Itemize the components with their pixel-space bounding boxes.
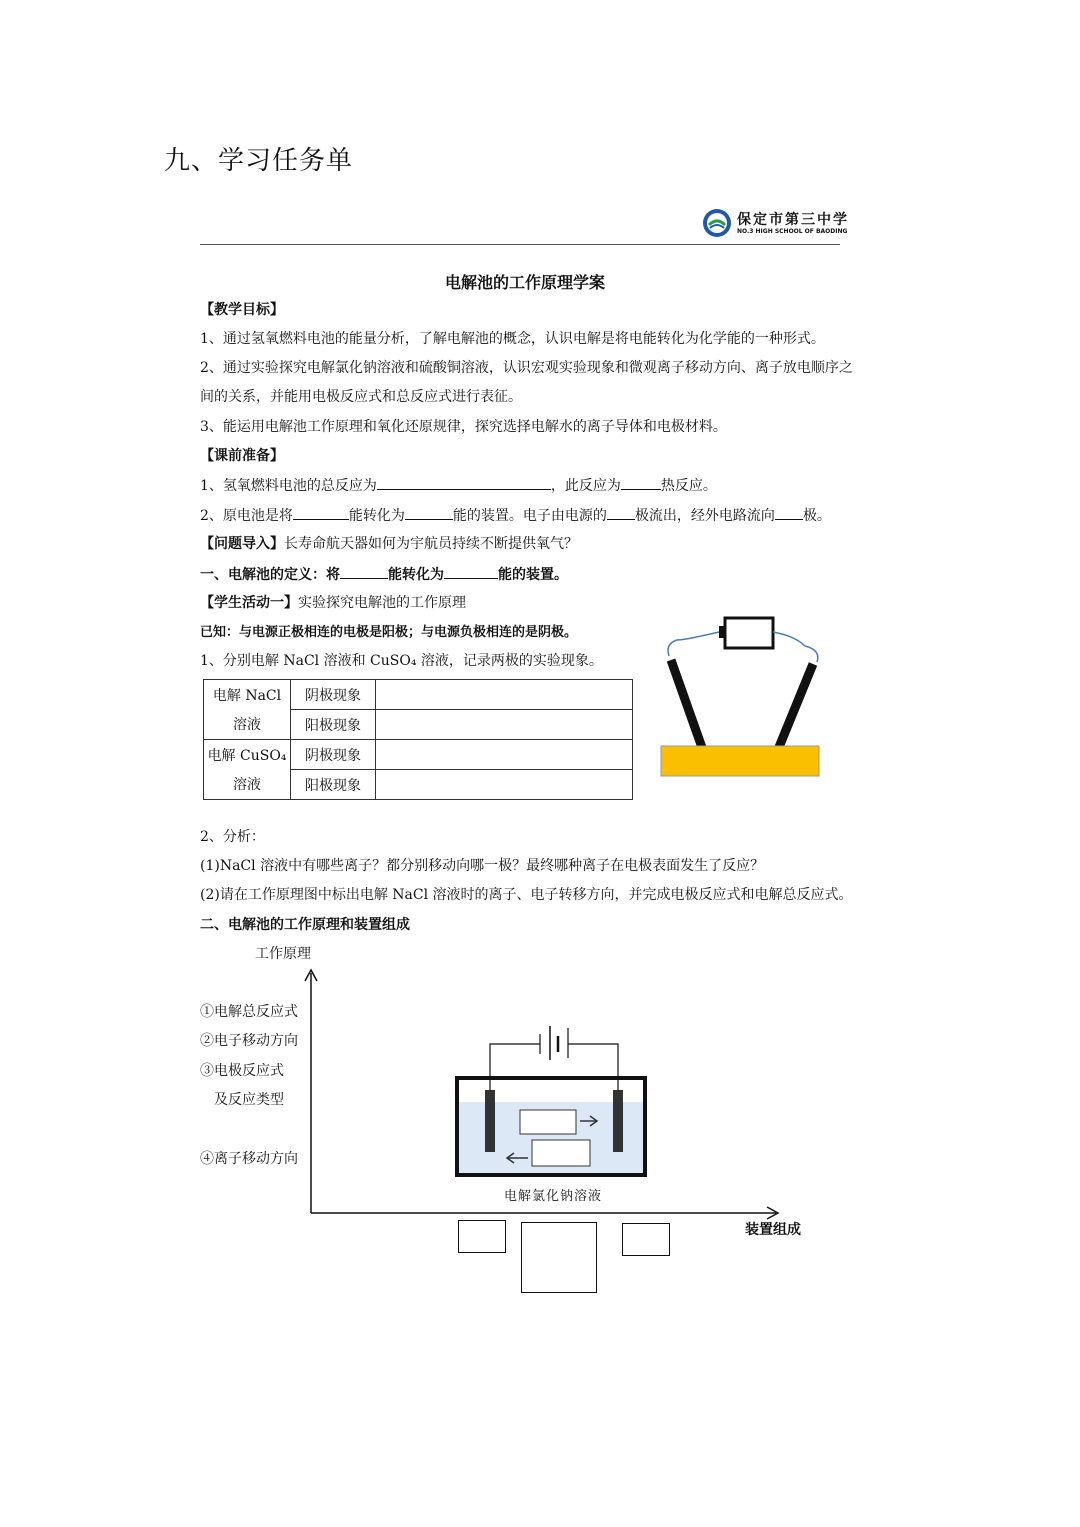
objective-1: 1、通过氢氧燃料电池的能量分析，了解电解池的概念，认识电解是将电能转化为化学能的一种形式。 <box>200 331 825 347</box>
observation-cell[interactable] <box>376 710 633 740</box>
prep-q2-text-d: 极流出，经外电路流向 <box>634 508 775 524</box>
cell-right-electrode <box>613 1090 623 1152</box>
activity-text: 实验探究电解池的工作原理 <box>298 595 466 611</box>
objective-3: 3、能运用电解池工作原理和氧化还原规律，探究选择电解水的离子导体和电极材料。 <box>200 419 727 435</box>
solution-plate <box>661 746 819 776</box>
group-label: 电解 NaCl <box>204 680 291 710</box>
electrode-label: 阴极现象 <box>291 740 376 770</box>
energy-from-blank[interactable] <box>293 505 349 520</box>
prep-q1-text-c: 热反应。 <box>660 478 717 494</box>
electrode-label: 阴极现象 <box>291 680 376 710</box>
table-row <box>204 770 633 800</box>
table-row <box>204 740 633 770</box>
observation-cell[interactable] <box>376 740 633 770</box>
component-box-right[interactable] <box>622 1223 670 1256</box>
school-logo <box>702 207 849 241</box>
section2-heading: 二、电解池的工作原理和装置组成 <box>200 917 410 933</box>
battery-box <box>725 618 773 648</box>
prep-q2-text-a: 2、原电池是将 <box>200 508 293 524</box>
group-label: 电解 CuSO₄ <box>204 740 291 770</box>
cell-right-wire <box>568 1044 618 1098</box>
right-electrode <box>777 664 813 752</box>
prep-q2-text-c: 能的装置。电子由电源的 <box>452 508 607 524</box>
objective-2-cont: 间的关系，并能用电极反应式和总反应式进行表征。 <box>200 389 522 405</box>
total-reaction-blank[interactable] <box>377 475 551 490</box>
observation-cell[interactable] <box>376 770 633 800</box>
prep-question-1 <box>200 475 717 496</box>
doc-title: 电解池的工作原理学案 <box>444 273 605 292</box>
definition-text-a: 一、电解池的定义：将 <box>200 567 340 583</box>
prep-q2-text-b: 能转化为 <box>348 508 405 524</box>
x-axis-label: 装置组成 <box>745 1222 801 1238</box>
table-row <box>204 680 633 710</box>
header-divider <box>200 244 840 245</box>
group-label: 溶液 <box>204 770 291 800</box>
heat-type-blank[interactable] <box>621 475 661 490</box>
cell-left-wire <box>490 1044 540 1098</box>
principle-item-3-cont: 及反应类型 <box>214 1092 284 1108</box>
prep-question-2 <box>200 505 831 526</box>
electrode-label: 阳极现象 <box>291 770 376 800</box>
right-wire <box>773 632 818 662</box>
table-row <box>204 710 633 740</box>
school-name-en: NO.3 HIGH SCHOOL OF BAODING <box>737 228 848 235</box>
cell-caption: 电解氯化钠溶液 <box>504 1189 603 1204</box>
prep-q1-text-b: ，此反应为 <box>550 478 621 494</box>
definition-text-c: 能的装置。 <box>498 567 568 583</box>
school-name-cn: 保定市第三中学 <box>737 212 849 228</box>
activity-line <box>200 593 466 613</box>
definition-line <box>200 564 568 585</box>
electrode-label: 阳极现象 <box>291 710 376 740</box>
analysis-q2: (2)请在工作原理图中标出电解 NaCl 溶液时的离子、电子转移方向，并完成电极反应式和电解总反应式。 <box>200 887 853 903</box>
y-axis-label: 工作原理 <box>255 946 311 962</box>
preparation-heading: 【课前准备】 <box>200 448 284 464</box>
ion-box-top[interactable] <box>520 1110 576 1134</box>
principle-item-3: ③电极反应式 <box>200 1063 284 1079</box>
known-note: 已知：与电源正极相连的电极是阳极；与电源负极相连的是阴极。 <box>200 625 578 640</box>
observation-table <box>203 679 633 800</box>
activity-tag: 【学生活动一】 <box>200 595 298 611</box>
principle-item-1: ①电解总反应式 <box>200 1004 298 1020</box>
observation-cell[interactable] <box>376 680 633 710</box>
prep-q2-text-e: 极。 <box>802 508 831 524</box>
electrode-in-blank[interactable] <box>775 505 803 520</box>
cell-left-electrode <box>485 1090 495 1152</box>
electrolytic-cell-diagram <box>450 1020 652 1180</box>
group-label: 溶液 <box>204 710 291 740</box>
left-wire <box>668 632 719 656</box>
energy-to-blank[interactable] <box>405 505 453 520</box>
electrode-out-blank[interactable] <box>607 505 635 520</box>
principle-item-2: ②电子移动方向 <box>200 1033 298 1049</box>
ion-box-bottom[interactable] <box>532 1140 590 1166</box>
apparatus-illustration <box>655 612 830 782</box>
question-intro <box>200 534 578 554</box>
definition-text-b: 能转化为 <box>388 567 444 583</box>
left-electrode <box>671 660 705 756</box>
question-intro-tag: 【问题导入】 <box>200 536 284 552</box>
objective-2: 2、通过实验探究电解氯化钠溶液和硫酸铜溶液，认识宏观实验现象和微观离子移动方向、离子放电顺序之 <box>200 360 853 376</box>
analysis-q1: (1)NaCl 溶液中有哪些离子？都分别移动向哪一极？最终哪种离子在电极表面发生了反应？ <box>200 858 765 874</box>
analysis-heading: 2、分析： <box>200 829 265 845</box>
component-box-left[interactable] <box>458 1220 506 1253</box>
definition-from-blank[interactable] <box>340 564 388 579</box>
school-emblem-icon <box>702 208 732 238</box>
objectives-heading: 【教学目标】 <box>200 302 284 318</box>
question-intro-text: 长寿命航天器如何为宇航员持续不断提供氧气？ <box>284 536 578 552</box>
section-heading: 九、学习任务单 <box>164 146 354 176</box>
principle-item-4: ④离子移动方向 <box>200 1151 298 1167</box>
definition-to-blank[interactable] <box>444 564 498 579</box>
component-box-center[interactable] <box>521 1222 597 1293</box>
task-1: 1、分别电解 NaCl 溶液和 CuSO₄ 溶液，记录两极的实验现象。 <box>200 653 603 669</box>
battery-terminal <box>719 626 726 638</box>
prep-q1-text-a: 1、氢氧燃料电池的总反应为 <box>200 478 377 494</box>
